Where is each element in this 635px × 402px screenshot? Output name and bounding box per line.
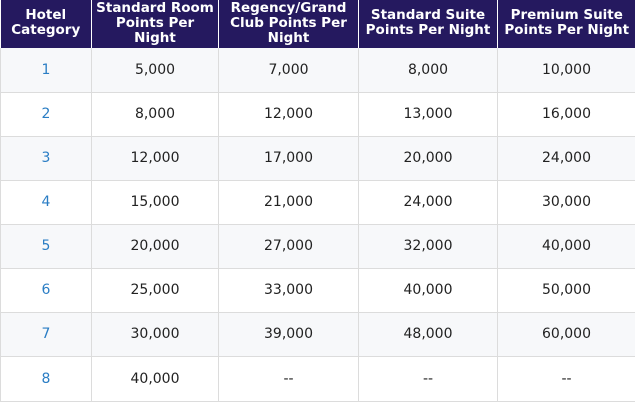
table-row	[1, 268, 635, 312]
club-room-cell: 12,000	[219, 92, 359, 136]
table-row	[1, 312, 635, 356]
header-standard-suite: Standard Suite Points Per Night	[359, 0, 498, 48]
table-row	[1, 92, 635, 136]
category-link[interactable]: 3	[42, 150, 51, 166]
standard-suite-cell: 48,000	[359, 312, 498, 356]
table-body	[1, 48, 635, 401]
category-link[interactable]: 5	[42, 238, 51, 254]
table-row	[1, 48, 635, 92]
header-row	[1, 0, 635, 48]
premium-suite-cell: --	[498, 356, 635, 401]
club-room-cell: --	[219, 356, 359, 401]
category-link[interactable]: 7	[42, 326, 51, 342]
table-header	[1, 0, 635, 48]
standard-room-cell: 30,000	[92, 312, 219, 356]
premium-suite-cell: 24,000	[498, 136, 635, 180]
club-room-cell: 7,000	[219, 48, 359, 92]
header-standard-room: Standard Room Points Per Night	[92, 0, 219, 48]
table-row	[1, 224, 635, 268]
premium-suite-cell: 30,000	[498, 180, 635, 224]
category-cell	[1, 224, 92, 268]
header-club-room: Regency/Grand Club Points Per Night	[219, 0, 359, 48]
standard-suite-cell: 8,000	[359, 48, 498, 92]
category-cell	[1, 48, 92, 92]
club-room-cell: 21,000	[219, 180, 359, 224]
club-room-cell: 33,000	[219, 268, 359, 312]
category-cell	[1, 180, 92, 224]
standard-suite-cell: 32,000	[359, 224, 498, 268]
category-link[interactable]: 4	[42, 194, 51, 210]
table-row	[1, 136, 635, 180]
table-row	[1, 356, 635, 401]
category-link[interactable]: 6	[42, 282, 51, 298]
category-cell	[1, 268, 92, 312]
club-room-cell: 39,000	[219, 312, 359, 356]
premium-suite-cell: 10,000	[498, 48, 635, 92]
standard-suite-cell: 24,000	[359, 180, 498, 224]
standard-room-cell: 12,000	[92, 136, 219, 180]
header-hotel-category: Hotel Category	[1, 0, 92, 48]
standard-suite-cell: 13,000	[359, 92, 498, 136]
category-cell	[1, 356, 92, 401]
standard-room-cell: 20,000	[92, 224, 219, 268]
category-cell	[1, 312, 92, 356]
premium-suite-cell: 50,000	[498, 268, 635, 312]
header-premium-suite: Premium Suite Points Per Night	[498, 0, 635, 48]
standard-suite-cell: --	[359, 356, 498, 401]
category-link[interactable]: 2	[42, 106, 51, 122]
club-room-cell: 17,000	[219, 136, 359, 180]
premium-suite-cell: 40,000	[498, 224, 635, 268]
standard-room-cell: 15,000	[92, 180, 219, 224]
premium-suite-cell: 16,000	[498, 92, 635, 136]
standard-suite-cell: 40,000	[359, 268, 498, 312]
standard-room-cell: 8,000	[92, 92, 219, 136]
club-room-cell: 27,000	[219, 224, 359, 268]
category-cell	[1, 136, 92, 180]
table-row	[1, 180, 635, 224]
category-cell	[1, 92, 92, 136]
standard-room-cell: 40,000	[92, 356, 219, 401]
category-link[interactable]: 8	[42, 371, 51, 387]
standard-suite-cell: 20,000	[359, 136, 498, 180]
standard-room-cell: 5,000	[92, 48, 219, 92]
standard-room-cell: 25,000	[92, 268, 219, 312]
premium-suite-cell: 60,000	[498, 312, 635, 356]
category-link[interactable]: 1	[42, 62, 51, 78]
